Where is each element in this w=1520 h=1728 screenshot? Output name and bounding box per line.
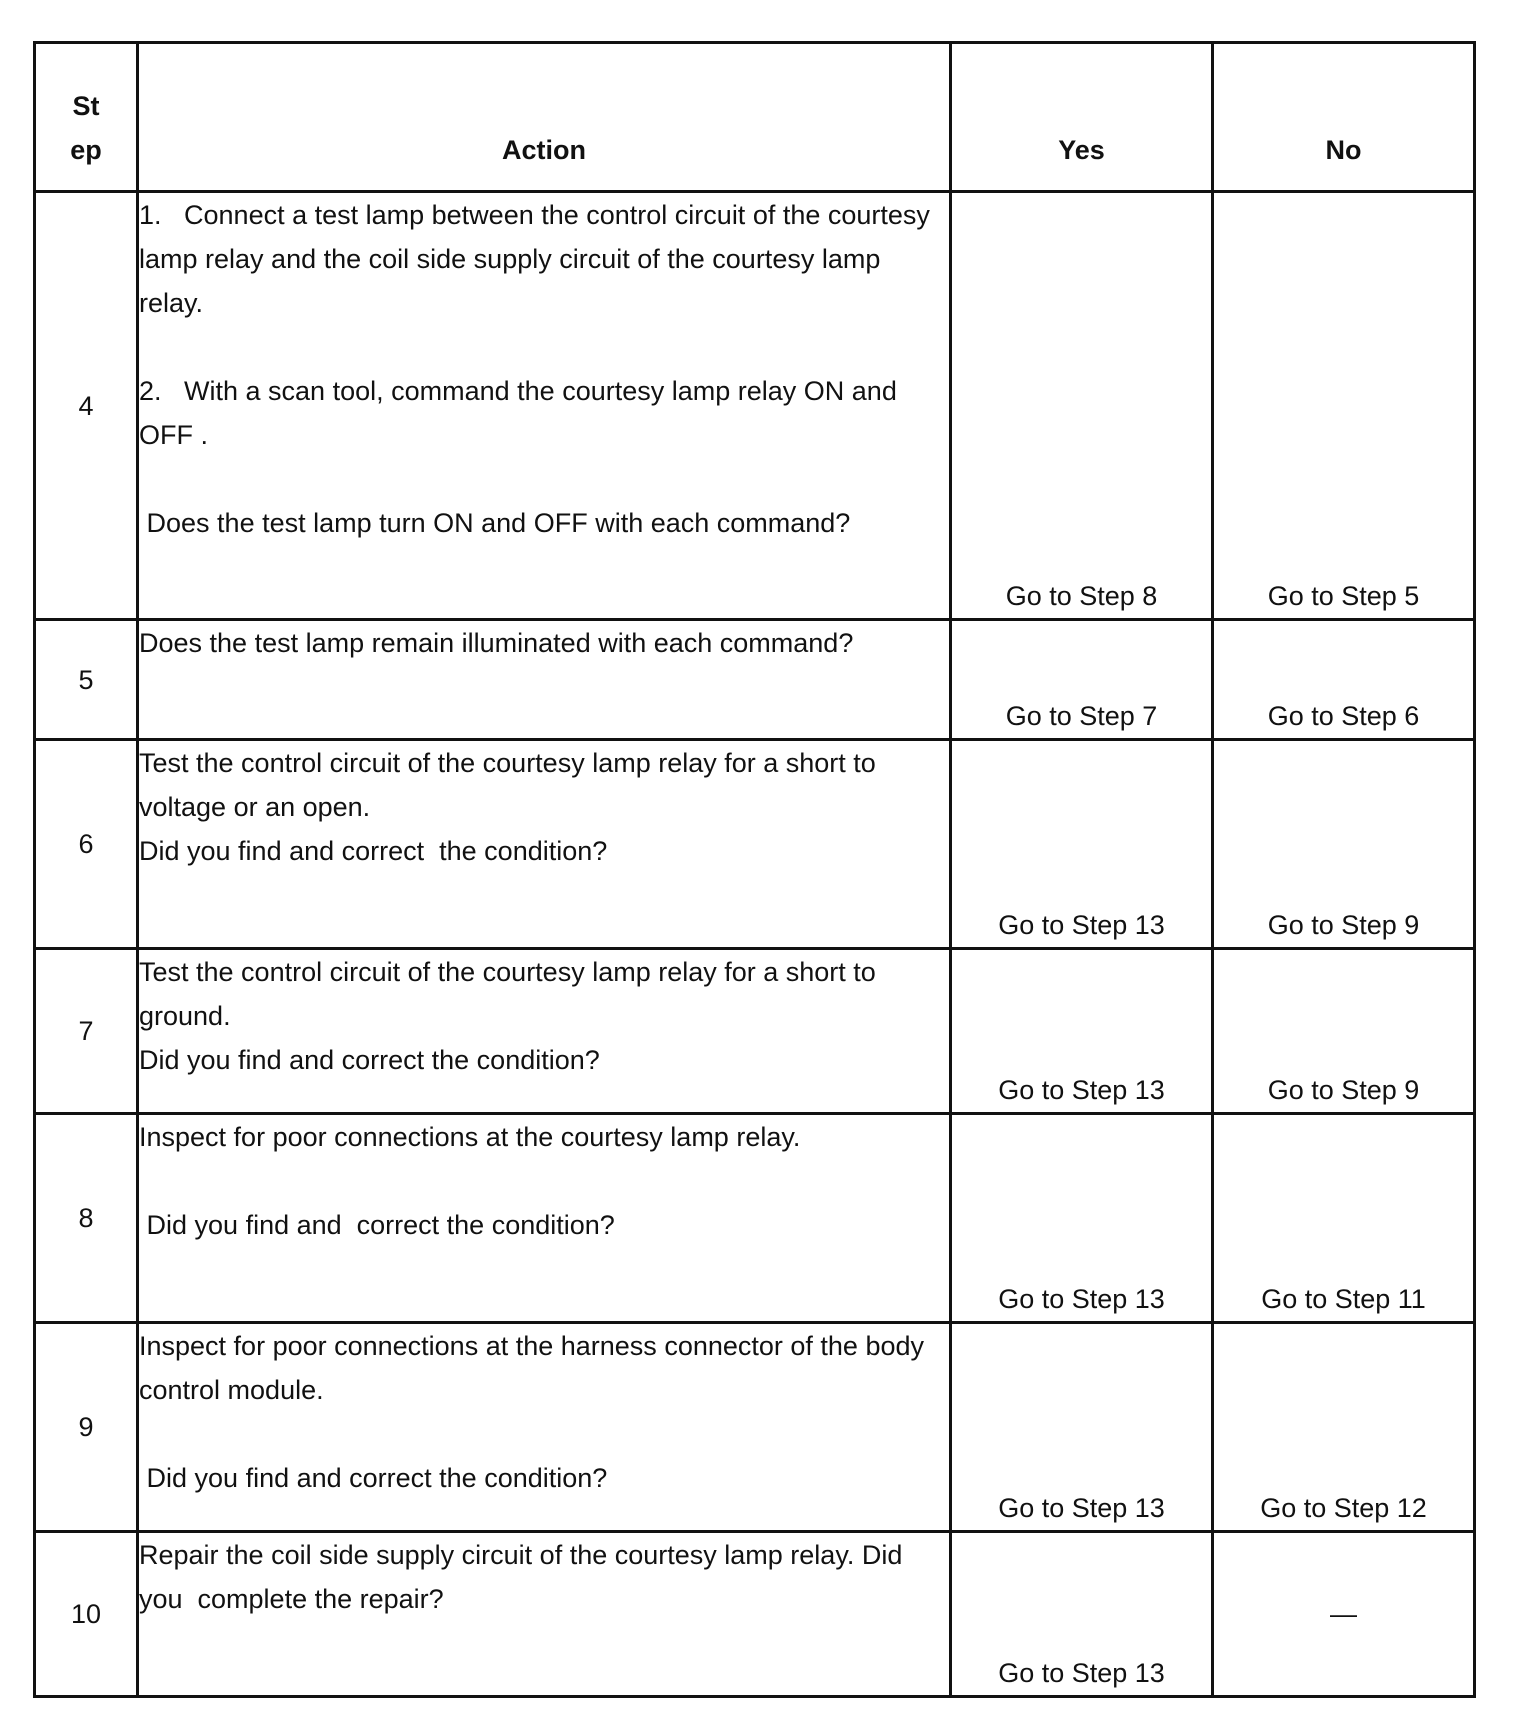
action-question: Does the test lamp turn ON and OFF with each command? bbox=[139, 508, 851, 538]
action-text: Inspect for poor connections at the courtesy lamp relay. bbox=[139, 1122, 801, 1152]
action-cell bbox=[138, 1532, 951, 1697]
action-text: Inspect for poor connections at the harness connector of the body control module. bbox=[139, 1331, 932, 1405]
table-row bbox=[35, 949, 1475, 1114]
step-number: 9 bbox=[35, 1323, 138, 1532]
no-outcome: Go to Step 11 bbox=[1213, 1114, 1475, 1323]
yes-outcome: Go to Step 8 bbox=[951, 192, 1213, 620]
action-cell bbox=[138, 740, 951, 949]
action-cell bbox=[138, 949, 951, 1114]
step-number: 4 bbox=[35, 192, 138, 620]
action-text: Test the control circuit of the courtesy lamp relay for a short to ground. bbox=[139, 957, 884, 1031]
step-header-line-1: St bbox=[72, 91, 100, 121]
action-header: Action bbox=[138, 43, 951, 192]
yes-outcome: Go to Step 13 bbox=[951, 1532, 1213, 1697]
step-number: 7 bbox=[35, 949, 138, 1114]
no-outcome: Go to Step 9 bbox=[1213, 949, 1475, 1114]
table-row bbox=[35, 1532, 1475, 1697]
action-question: Did you find and correct the condition? bbox=[139, 1045, 600, 1075]
action-cell bbox=[138, 1323, 951, 1532]
table-row bbox=[35, 740, 1475, 949]
action-question: Did you find and correct the condition? bbox=[139, 836, 608, 866]
yes-outcome: Go to Step 13 bbox=[951, 1323, 1213, 1532]
table-row bbox=[35, 1323, 1475, 1532]
action-cell bbox=[138, 192, 951, 620]
step-number: 10 bbox=[35, 1532, 138, 1697]
diagnostic-table bbox=[33, 41, 1476, 1698]
yes-outcome: Go to Step 7 bbox=[951, 620, 1213, 740]
action-question: Does the test lamp remain illuminated with each command? bbox=[139, 628, 854, 658]
table-row bbox=[35, 192, 1475, 620]
no-outcome: Go to Step 6 bbox=[1213, 620, 1475, 740]
table-row bbox=[35, 1114, 1475, 1323]
action-text: Test the control circuit of the courtesy lamp relay for a short to voltage or an open. bbox=[139, 748, 884, 822]
table-row bbox=[35, 620, 1475, 740]
step-header bbox=[35, 43, 138, 192]
step-number: 5 bbox=[35, 620, 138, 740]
action-cell bbox=[138, 1114, 951, 1323]
action-text: 2. With a scan tool, command the courtesy lamp relay ON and OFF . bbox=[139, 376, 905, 450]
no-outcome: Go to Step 9 bbox=[1213, 740, 1475, 949]
yes-header: Yes bbox=[951, 43, 1213, 192]
no-outcome: Go to Step 5 bbox=[1213, 192, 1475, 620]
yes-outcome: Go to Step 13 bbox=[951, 740, 1213, 949]
action-question: Did you find and correct the condition? bbox=[139, 1210, 615, 1240]
no-header: No bbox=[1213, 43, 1475, 192]
step-number: 8 bbox=[35, 1114, 138, 1323]
action-question: Repair the coil side supply circuit of the courtesy lamp relay. Did you complete the repair? bbox=[139, 1540, 910, 1614]
action-text: 1. Connect a test lamp between the control circuit of the courtesy lamp relay and the coil side supply circuit of the courtesy lamp relay. bbox=[139, 200, 938, 318]
action-question: Did you find and correct the condition? bbox=[139, 1463, 608, 1493]
step-header-line-2: ep bbox=[70, 135, 102, 165]
yes-outcome: Go to Step 13 bbox=[951, 949, 1213, 1114]
no-outcome: — bbox=[1213, 1532, 1475, 1697]
step-number: 6 bbox=[35, 740, 138, 949]
no-outcome: Go to Step 12 bbox=[1213, 1323, 1475, 1532]
yes-outcome: Go to Step 13 bbox=[951, 1114, 1213, 1323]
header-row bbox=[35, 43, 1475, 192]
action-cell bbox=[138, 620, 951, 740]
